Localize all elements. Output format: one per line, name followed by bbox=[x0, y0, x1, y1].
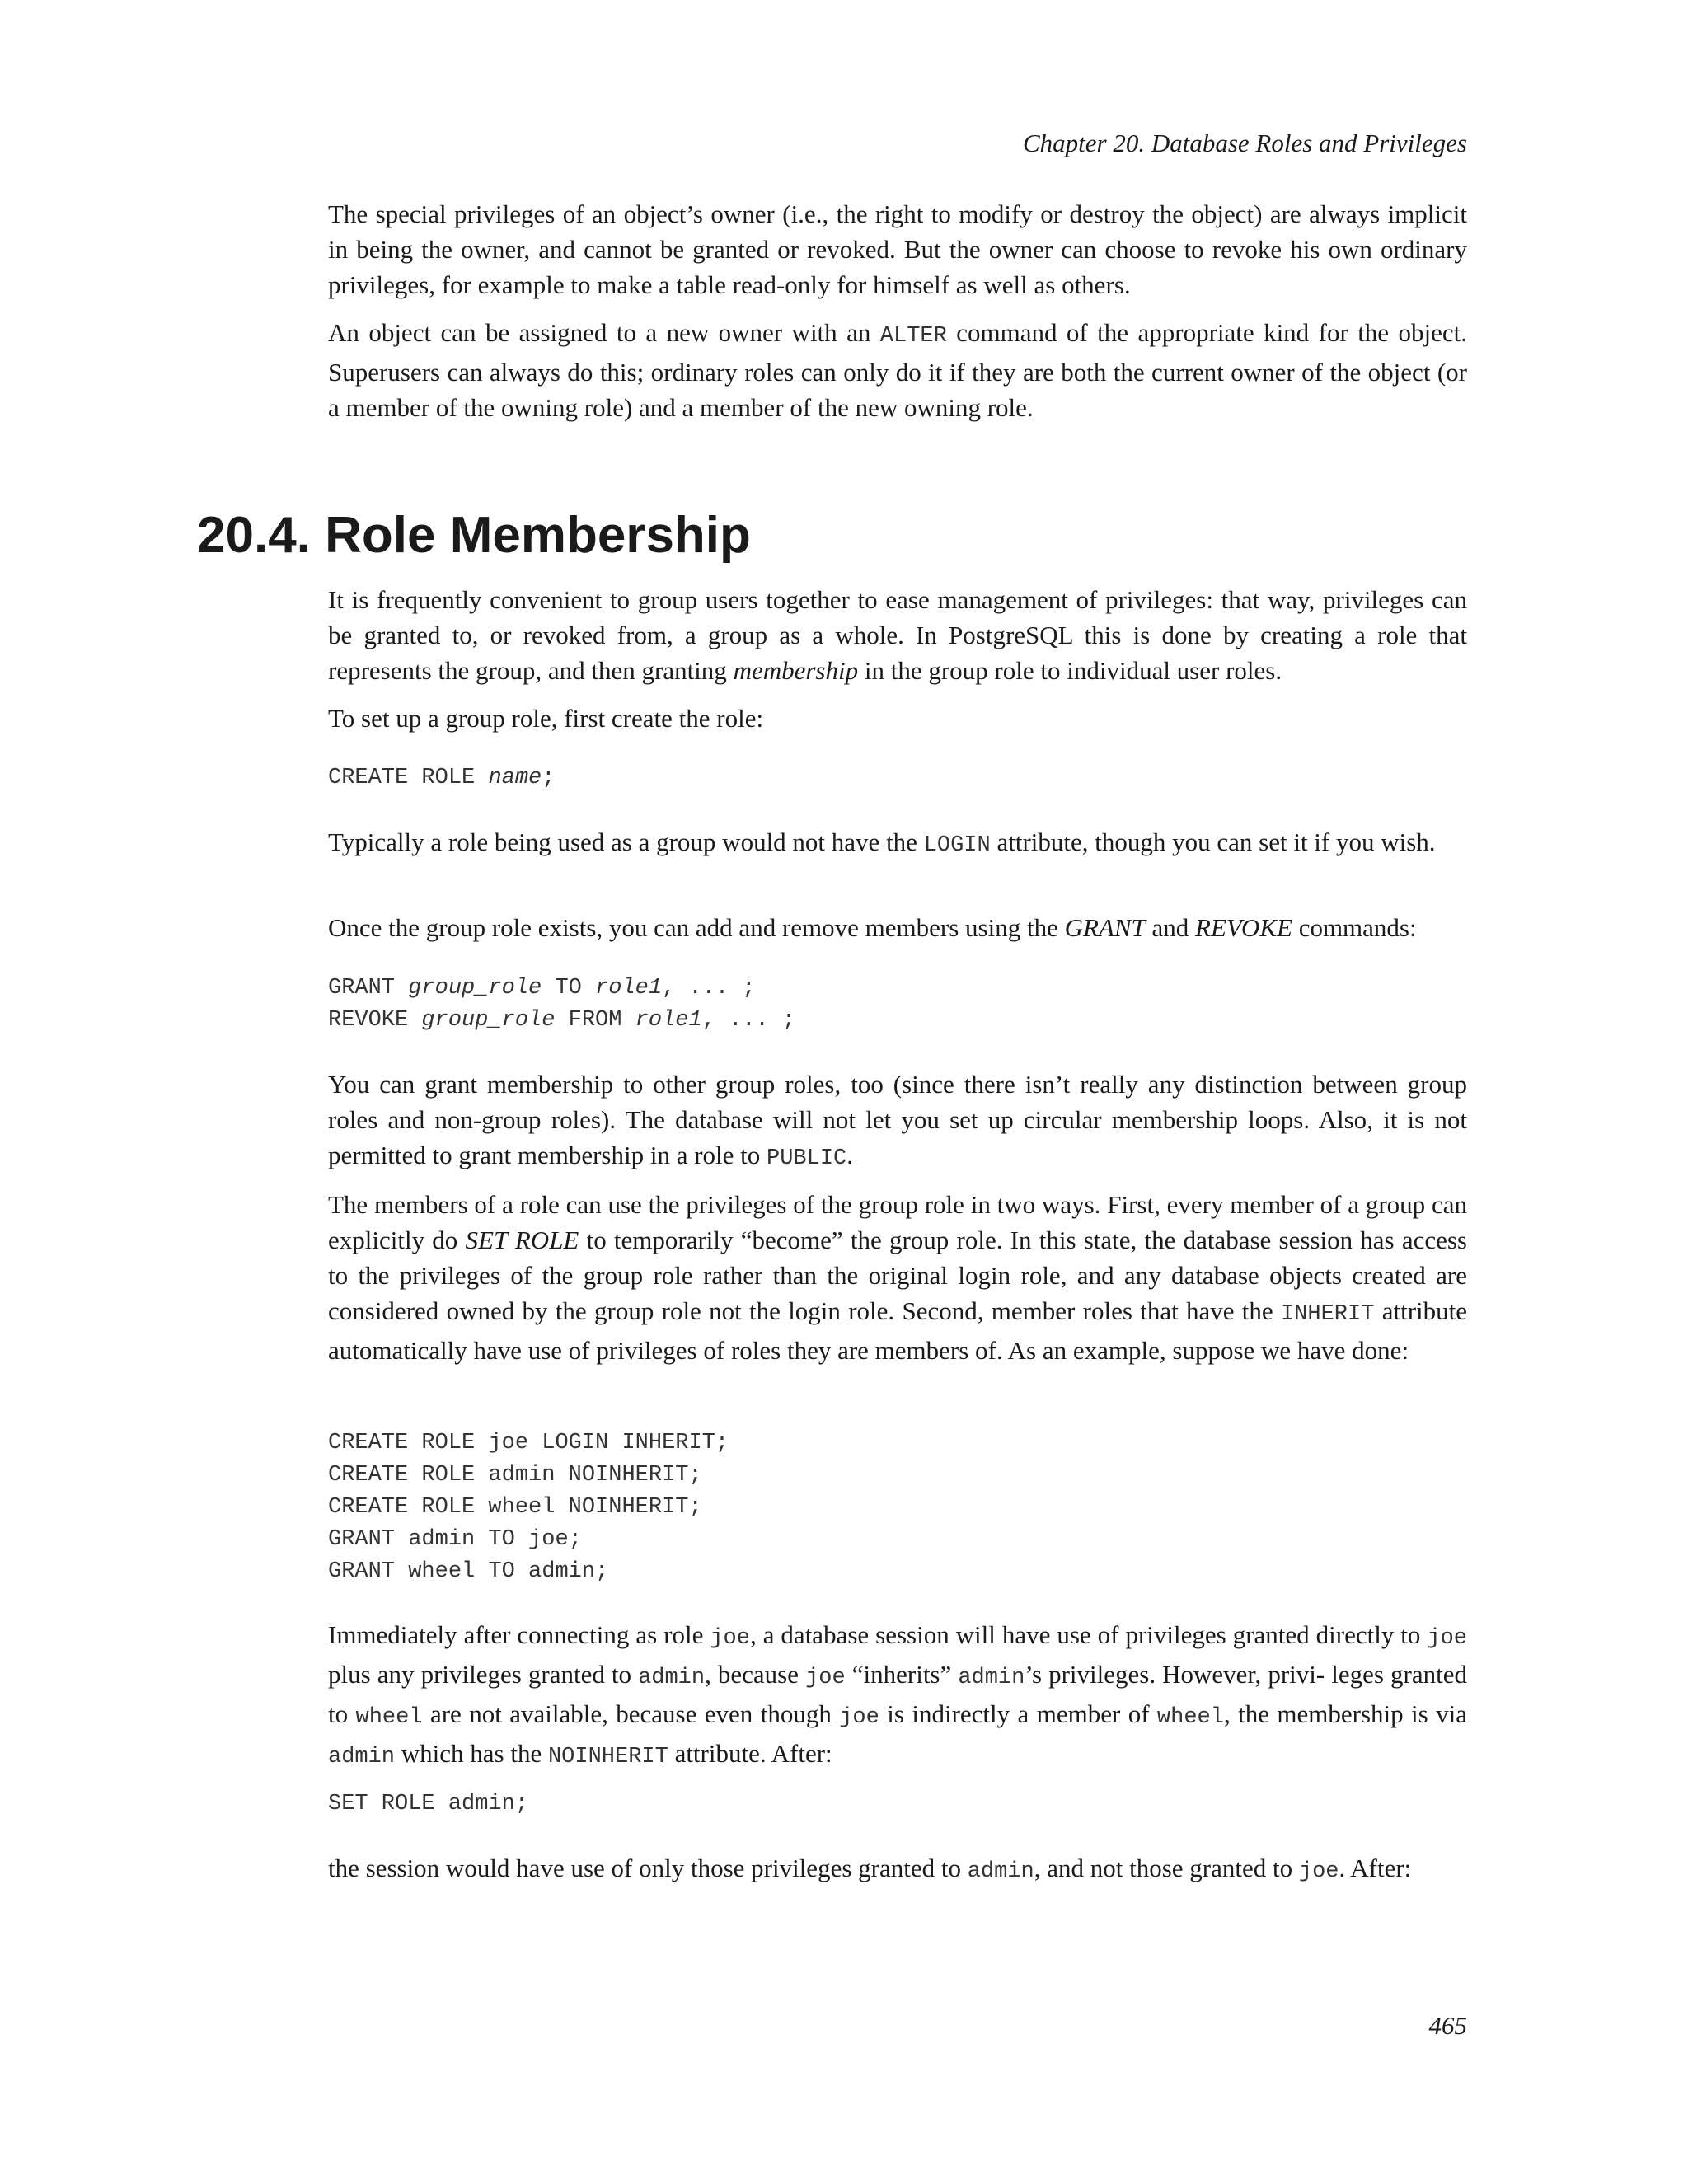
inline-code: joe bbox=[1427, 1626, 1467, 1651]
section-paragraph-4 bbox=[328, 910, 1467, 945]
text-run: and bbox=[1145, 913, 1196, 942]
inline-code: wheel bbox=[355, 1705, 423, 1730]
emphasis: membership bbox=[733, 656, 859, 685]
text-run: . bbox=[846, 1141, 853, 1169]
code-block-create-role bbox=[328, 762, 1467, 794]
text-run: , and not those granted to bbox=[1034, 1854, 1299, 1882]
code-line: GRANT wheel TO admin; bbox=[328, 1559, 609, 1584]
text-run: command of the appropriate kind for the object. Superusers can always do this; ordinary roles can only do it if they are both the current owner of the object (or a member of the owning role) and a member of the new owning role. bbox=[328, 318, 1467, 422]
page-number: 465 bbox=[1428, 2011, 1467, 2040]
section-paragraph-2 bbox=[328, 701, 1467, 736]
text-run: , a database session will have use of privileges granted directly to bbox=[749, 1620, 1428, 1649]
code-line: CREATE ROLE admin NOINHERIT; bbox=[328, 1463, 702, 1488]
code-line: GRANT admin TO joe; bbox=[328, 1527, 582, 1552]
text-run: , the membership is via bbox=[1223, 1699, 1467, 1728]
text-run: attribute automatically have use of privileges of roles they are members of. As an example, suppose we have done: bbox=[328, 1296, 1467, 1365]
text-run: in the group role to individual user roles. bbox=[858, 656, 1282, 685]
intro-paragraph-1 bbox=[328, 196, 1467, 302]
inline-code: joe bbox=[805, 1666, 846, 1690]
section-paragraph-7 bbox=[328, 1617, 1467, 1775]
text-run: attribute. After: bbox=[668, 1739, 832, 1768]
section-paragraph-1 bbox=[328, 582, 1467, 688]
code-block-set-role bbox=[328, 1788, 1467, 1821]
section-paragraph-3 bbox=[328, 824, 1467, 864]
section-paragraph-2-text: To set up a group role, first create the role: bbox=[328, 704, 764, 733]
text-run: It is frequently convenient to group users together to ease management of privileges: that way, privileges can be granted to, or revoked from, a group as a whole. In PostgreSQL this is done by creating a role that represents the group, and then granting bbox=[328, 585, 1467, 685]
text-run: The members of a role can use the privileges of the group role in two ways. First, every member of a group can explicitly do bbox=[328, 1190, 1467, 1254]
text-run: , because bbox=[705, 1660, 806, 1689]
inline-code: joe bbox=[1298, 1859, 1339, 1884]
inline-code: admin bbox=[638, 1666, 706, 1690]
code-line: CREATE ROLE name; bbox=[328, 766, 556, 790]
text-run: Typically a role being used as a group would not have the bbox=[328, 827, 924, 856]
code-line: CREATE ROLE wheel NOINHERIT; bbox=[328, 1495, 702, 1520]
inline-code: wheel bbox=[1156, 1705, 1224, 1730]
inline-code: ALTER bbox=[879, 324, 947, 349]
text-run: Immediately after connecting as role bbox=[328, 1620, 710, 1649]
code-line: SET ROLE admin; bbox=[328, 1792, 529, 1816]
section-paragraph-6 bbox=[328, 1187, 1467, 1368]
code-block-grant-revoke bbox=[328, 972, 1467, 1037]
inline-code: joe bbox=[710, 1626, 750, 1651]
text-run: commands: bbox=[1292, 913, 1417, 942]
text-run: Once the group role exists, you can add and remove members using the bbox=[328, 913, 1065, 942]
emphasis: SET ROLE bbox=[465, 1226, 579, 1254]
inline-code: joe bbox=[839, 1705, 879, 1730]
text-run: An object can be assigned to a new owner with an bbox=[328, 318, 880, 347]
text-run: which has the bbox=[395, 1739, 548, 1768]
inline-code: INHERIT bbox=[1280, 1302, 1375, 1327]
inline-code: PUBLIC bbox=[767, 1146, 847, 1171]
section-paragraph-5 bbox=[328, 1066, 1467, 1177]
intro-paragraph-2 bbox=[328, 315, 1467, 425]
text-run: the session would have use of only those privileges granted to bbox=[328, 1854, 968, 1882]
inline-code: NOINHERIT bbox=[547, 1745, 668, 1769]
section-paragraph-8 bbox=[328, 1850, 1467, 1890]
code-block-example-roles bbox=[328, 1427, 1467, 1588]
emphasis: REVOKE bbox=[1195, 913, 1292, 942]
text-run: attribute, though you can set it if you wish. bbox=[990, 827, 1436, 856]
emphasis: GRANT bbox=[1064, 913, 1146, 942]
inline-code: admin bbox=[328, 1745, 396, 1769]
running-head: Chapter 20. Database Roles and Privileges bbox=[1023, 129, 1467, 157]
code-line: REVOKE group_role FROM role1, ... ; bbox=[328, 1008, 796, 1033]
text-run: are not available, because even though bbox=[422, 1699, 840, 1728]
text-run: “inherits” bbox=[845, 1660, 959, 1689]
text-run: plus any privileges granted to bbox=[328, 1660, 639, 1689]
text-run: ’s privileges. However, privi- leges granted to bbox=[328, 1660, 1467, 1728]
inline-code: admin bbox=[958, 1666, 1025, 1690]
text-run: to temporarily “become” the group role. In this state, the database session has access to the privileges of the group role rather than the original login role, and any database objects created are considered owned by the group role not the login role. Second, member roles that have the bbox=[328, 1226, 1467, 1325]
text-run: . After: bbox=[1339, 1854, 1412, 1882]
intro-paragraph-1-text: The special privileges of an object’s owner (i.e., the right to modify or destroy the object) are always implicit in being the owner, and cannot be granted or revoked. But the owner can choose to revoke his own ordinary privileges, for example to make a table read-only for himself as well as others. bbox=[328, 199, 1467, 299]
section-title: 20.4. Role Membership bbox=[197, 507, 751, 564]
inline-code: LOGIN bbox=[923, 833, 991, 858]
text-run: is indirectly a member of bbox=[879, 1699, 1157, 1728]
text-run: You can grant membership to other group roles, too (since there isn’t really any distinction between group roles and non-group roles). The database will not let you set up circular membership loops. Also, it is not permitted to grant membership in a role to bbox=[328, 1070, 1467, 1169]
code-line: CREATE ROLE joe LOGIN INHERIT; bbox=[328, 1431, 729, 1455]
inline-code: admin bbox=[967, 1859, 1034, 1884]
code-line: GRANT group_role TO role1, ... ; bbox=[328, 976, 756, 1001]
